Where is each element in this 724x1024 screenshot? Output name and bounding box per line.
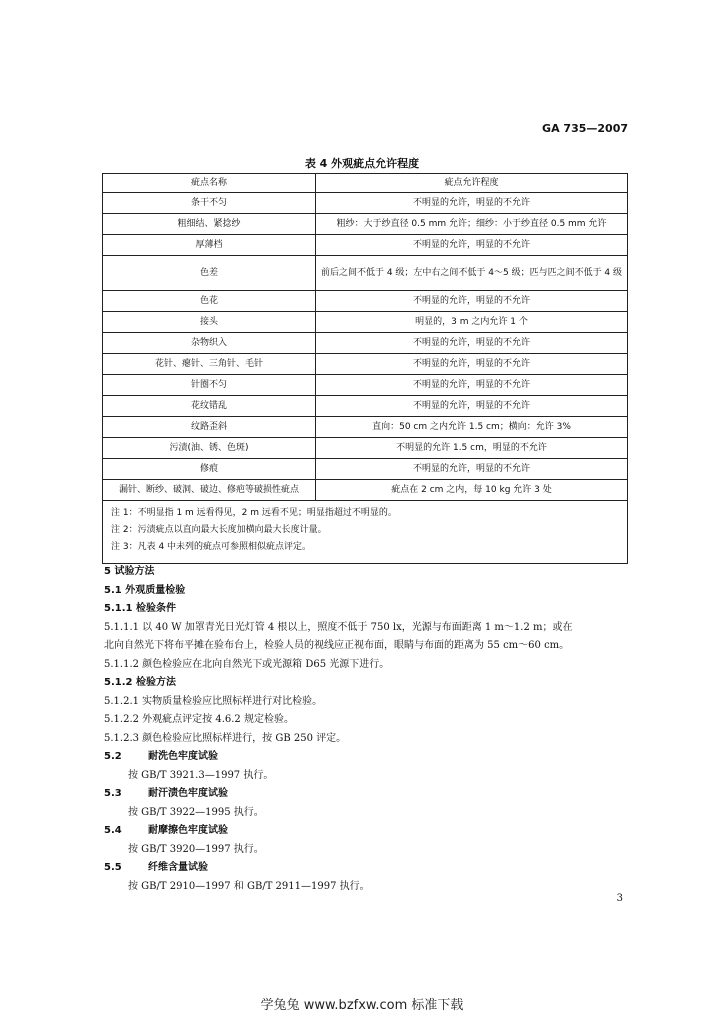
section-number: 5.5 <box>104 862 122 873</box>
header-tolerance: 疵点允许程度 <box>316 174 628 193</box>
defect-name: 接头 <box>103 312 316 333</box>
defect-name: 污渍(油、锈、色斑) <box>103 438 316 459</box>
table-row <box>103 459 628 480</box>
defect-tolerance-table <box>102 173 628 564</box>
section-title: 耐摩擦色牢度试验 <box>148 825 228 836</box>
section-title: 耐洗色牢度试验 <box>148 751 218 762</box>
defect-name: 纹路歪斜 <box>103 417 316 438</box>
header-defect-name: 疵点名称 <box>103 174 316 193</box>
section-5-2-text: 按 GB/T 3921.3—1997 执行。 <box>128 769 274 781</box>
defect-tolerance: 不明显的允许，明显的不允许 <box>316 333 628 354</box>
defect-name: 漏针、断纱、破洞、破边、修疤等破损性疵点 <box>103 480 316 501</box>
defect-tolerance: 不明显的允许，明显的不允许 <box>316 396 628 417</box>
defect-name: 花纹错乱 <box>103 396 316 417</box>
table-row <box>103 333 628 354</box>
table-note-2: 注 2：污渍疵点以直向最大长度加横向最大长度计量。 <box>111 525 327 535</box>
section-5-1-heading: 5.1 外观质量检验 <box>104 584 186 596</box>
defect-name: 厚薄档 <box>103 235 316 256</box>
section-5-1-2-1: 5.1.2.1 实物质量检验应比照标样进行对比检验。 <box>104 695 323 707</box>
defect-tolerance: 不明显的允许，明显的不允许 <box>316 235 628 256</box>
defect-name: 条干不匀 <box>103 193 316 214</box>
defect-tolerance: 不明显的允许，明显的不允许 <box>316 354 628 375</box>
section-5-2-heading <box>104 748 624 767</box>
page-number: 3 <box>616 893 623 904</box>
section-5-3-text: 按 GB/T 3922—1995 执行。 <box>128 806 264 818</box>
section-number: 5.2 <box>104 751 122 762</box>
section-5-5-text: 按 GB/T 2910—1997 和 GB/T 2911—1997 执行。 <box>128 880 370 892</box>
section-number: 5.4 <box>104 825 122 836</box>
defect-tolerance: 不明显的允许，明显的不允许 <box>316 291 628 312</box>
table-note-1: 注 1：不明显指 1 m 远看得见，2 m 远看不见；明显指超过不明显的。 <box>111 508 397 518</box>
defect-tolerance: 不明显的允许，明显的不允许 <box>316 459 628 480</box>
defect-tolerance: 前后之间不低于 4 级；左中右之间不低于 4～5 级；匹与匹之间不低于 4 级 <box>316 256 628 291</box>
defect-tolerance: 不明显的允许，明显的不允许 <box>316 375 628 396</box>
download-site-footer: 学兔兔 www.bzfxw.com 标准下载 <box>260 998 464 1013</box>
defect-name: 粗细结、紧捻纱 <box>103 214 316 235</box>
table-row <box>103 214 628 235</box>
section-5-4-text: 按 GB/T 3920—1997 执行。 <box>128 843 264 855</box>
defect-name: 针圈不匀 <box>103 375 316 396</box>
defect-name: 色花 <box>103 291 316 312</box>
defect-tolerance: 不明显的允许，明显的不允许 <box>316 193 628 214</box>
table-note-3: 注 3：凡表 4 中未列的疵点可参照相似疵点评定。 <box>111 542 312 552</box>
defect-tolerance: 不明显的允许 1.5 cm，明显的不允许 <box>316 438 628 459</box>
defect-tolerance: 明显的，3 m 之内允许 1 个 <box>316 312 628 333</box>
defect-name: 花针、瘪针、三角针、毛针 <box>103 354 316 375</box>
section-5-1-2-heading: 5.1.2 检验方法 <box>104 677 176 688</box>
table-row <box>103 291 628 312</box>
section-5-4-heading <box>104 822 624 841</box>
table-row <box>103 396 628 417</box>
defect-name: 修痕 <box>103 459 316 480</box>
defect-tolerance: 粗纱：大于纱直径 0.5 mm 允许；细纱：小于纱直径 0.5 mm 允许 <box>316 214 628 235</box>
table-caption: 表 4 外观疵点允许程度 <box>304 157 420 170</box>
section-5-1-1-1-line-1: 5.1.1.1 以 40 W 加罩青光日光灯管 4 根以上，照度不低于 750 lx，光源与布面距离 1 m～1.2 m；或在 <box>104 621 573 633</box>
table-notes <box>103 501 628 564</box>
section-5-3-heading <box>104 785 624 804</box>
section-title: 耐汗渍色牢度试验 <box>148 788 228 799</box>
section-5-1-2-2: 5.1.2.2 外观疵点评定按 4.6.2 规定检验。 <box>104 714 294 725</box>
document-id-header: GA 735—2007 <box>542 122 628 135</box>
defect-name: 色差 <box>103 256 316 291</box>
table-row <box>103 438 628 459</box>
table-row <box>103 193 628 214</box>
section-5-1-2-3: 5.1.2.3 颜色检验应比照标样进行，按 GB 250 评定。 <box>104 732 347 744</box>
section-5-heading: 5 试验方法 <box>104 566 155 577</box>
table-row <box>103 256 628 291</box>
table-row <box>103 312 628 333</box>
section-5-1-1-1-line-2: 北向自然光下将布平摊在验布台上，检验人员的视线应正视布面，眼睛与布面的距离为 55 cm～60 cm。 <box>104 640 570 651</box>
table-row <box>103 417 628 438</box>
table-row <box>103 480 628 501</box>
table-row <box>103 375 628 396</box>
section-title: 纤维含量试验 <box>148 862 208 873</box>
section-number: 5.3 <box>104 788 122 799</box>
section-5-1-1-2: 5.1.1.2 颜色检验应在北向自然光下或光源箱 D65 光源下进行。 <box>104 658 390 670</box>
table-header-row <box>103 174 628 193</box>
table-row <box>103 354 628 375</box>
section-5-5-heading <box>104 859 624 878</box>
section-5-body <box>104 563 624 896</box>
defect-tolerance: 疵点在 2 cm 之内，每 10 kg 允许 3 处 <box>316 480 628 501</box>
table-row <box>103 235 628 256</box>
section-5-1-1-heading: 5.1.1 检验条件 <box>104 603 176 614</box>
defect-tolerance: 直向：50 cm 之内允许 1.5 cm；横向：允许 3% <box>316 417 628 438</box>
table-notes-row <box>103 501 628 564</box>
defect-name: 杂物织入 <box>103 333 316 354</box>
